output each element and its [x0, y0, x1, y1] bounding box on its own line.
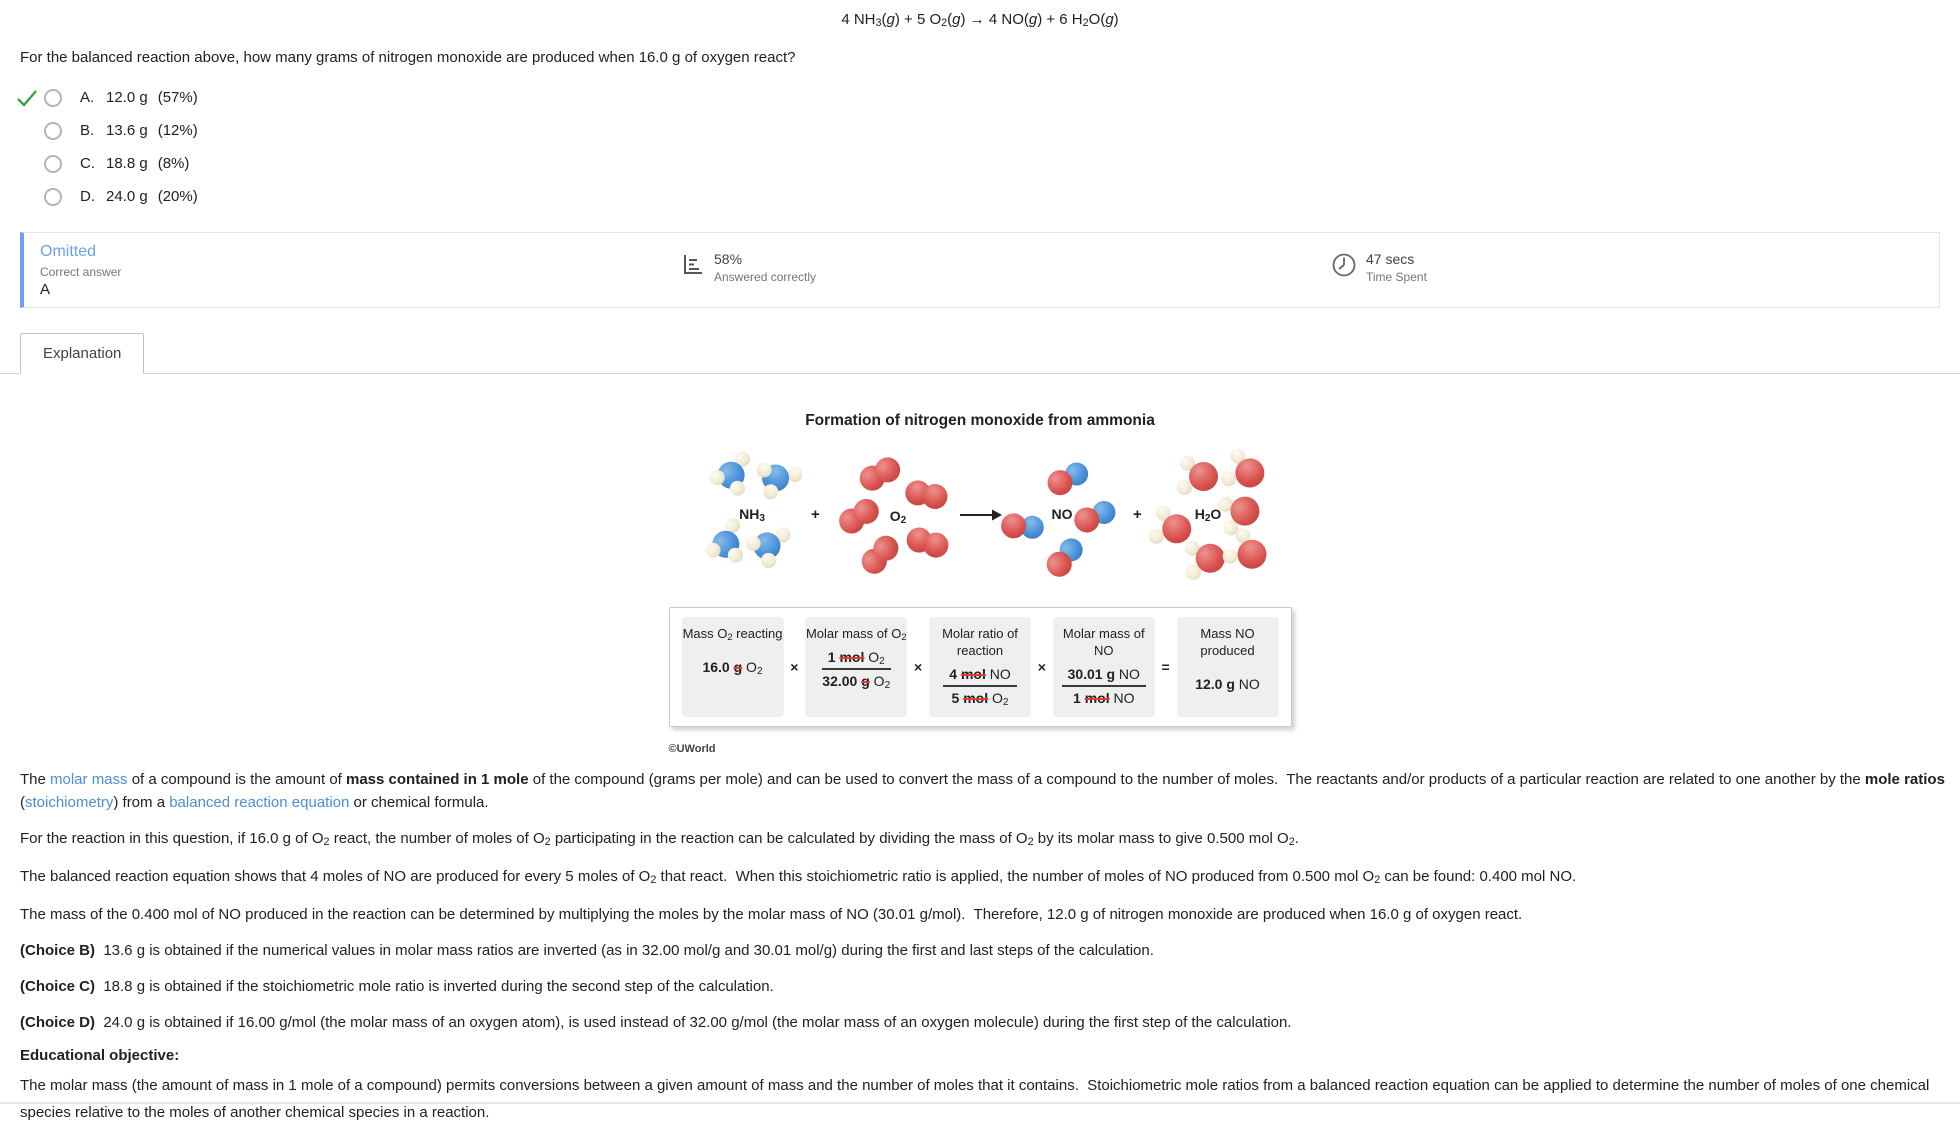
nh3-label: NH3: [739, 506, 765, 525]
h2o-molecule: [1179, 456, 1225, 500]
reaction-figure: [680, 452, 1280, 587]
calc-box-molar-mass-o2: Molar mass of O2 $\frac{\text{1 mol O2}}{\text{32.00 g O2}}$: [805, 617, 907, 717]
plus-sign: +: [1133, 506, 1142, 523]
correct-answer-value: A: [40, 281, 51, 298]
choice-value: 18.8 g: [106, 155, 148, 172]
time-spent: 47 secs: [1366, 251, 1415, 267]
choice-percent: (20%): [157, 188, 198, 205]
result-summary-bar: [20, 232, 1940, 308]
inline-link[interactable]: balanced reaction equation: [169, 794, 350, 811]
educational-objective-heading: Educational objective:: [20, 1047, 180, 1064]
choice-row-d[interactable]: [16, 180, 1960, 213]
reaction-arrow-icon: [958, 507, 1002, 527]
choice-percent: (8%): [157, 155, 190, 172]
explanation-paragraph: For the reaction in this question, if 16.0 g of O2 react, the number of moles of O2 participating in the reaction can be calculated by dividing the mass of O2 by its molar mass to give 0.500 mol O2.: [20, 830, 1299, 849]
time-spent-label: Time Spent: [1366, 270, 1427, 284]
explanation-paragraph: The balanced reaction equation shows that 4 moles of NO are produced for every 5 moles of O2 that react. When this stoichiometric ratio is applied, the number of moles of NO produced from 0.500 mol O2 can be found: 0.400 mol NO.: [20, 868, 1577, 887]
nh3-molecule: [744, 523, 797, 574]
explanation-paragraph: The mass of the 0.400 mol of NO produced in the reaction can be determined by multiplying the moles by the molar mass of NO (30.01 g/mol). Therefore, 12.0 g of nitrogen monoxide are produced when 16.0 g of oxygen react.: [20, 906, 1523, 923]
choice-value: 13.6 g: [106, 122, 148, 139]
choice-letter: D.: [80, 188, 95, 205]
choice-letter: A.: [80, 89, 95, 106]
explanation-paragraph: The molar mass of a compound is the amount of mass contained in 1 mole of the compound (grams per mole) and can be used to convert the mass of a compound to the number of moles. The reactants and/or products of a particular reaction are related to one another by the mole ratios (stoichiometry) from a balanced reaction equation or chemical formula.: [20, 771, 1950, 811]
multiply-sign: ×: [914, 659, 923, 675]
choice-b-explanation: (Choice B) 13.6 g is obtained if the numerical values in molar mass ratios are inverted (as in 32.00 mol/g and 30.01 mol/g) during the first and last steps of the calculation.: [20, 942, 1154, 959]
no-molecule: [1040, 532, 1095, 583]
figure-title: Formation of nitrogen monoxide from ammonia: [805, 412, 1155, 429]
h2o-label: H2O: [1194, 506, 1222, 525]
status-omitted: Omitted: [40, 243, 97, 260]
percent-answered-label: Answered correctly: [714, 270, 817, 284]
o2-molecule: [902, 520, 957, 569]
multiply-sign: ×: [1037, 659, 1046, 675]
choice-radio-a[interactable]: [44, 89, 62, 107]
o2-label: O2: [889, 508, 907, 527]
multiply-sign: ×: [790, 659, 799, 675]
inline-link[interactable]: molar mass: [50, 771, 128, 788]
explanation-body: [20, 768, 1950, 1034]
choice-percent: (57%): [157, 89, 198, 106]
answer-choices: [16, 81, 1960, 213]
percent-answered: 58%: [714, 251, 743, 267]
choice-row-b[interactable]: [16, 114, 1960, 147]
educational-objective-body: The molar mass (the amount of mass in 1 mole of a compound) permits conversions between a given amount of mass and the number of moles that it contains. Stoichiometric mole ratios from a balanced reaction equation can be applied to determine the number of moles of one chemical species relative to the moles of another chemical species in a reaction.: [20, 1077, 1934, 1121]
calc-box-mass-o2: Mass O2 reacting 16.0 g O2: [682, 617, 784, 717]
choice-value: 24.0 g: [106, 188, 148, 205]
bar-chart-icon: [680, 251, 706, 281]
choice-d-explanation: (Choice D) 24.0 g is obtained if 16.00 g/mol (the molar mass of an oxygen atom), is used instead of 32.00 g/mol (the molar mass of an oxygen molecule) during the first step of the calculation.: [20, 1014, 1292, 1031]
no-molecule: [1044, 460, 1095, 499]
choice-letter: B.: [80, 122, 95, 139]
uworld-copyright: ©UWorld: [668, 743, 716, 755]
bottom-divider: [0, 1102, 1960, 1104]
choice-row-c[interactable]: [16, 147, 1960, 180]
choice-radio-d[interactable]: [44, 188, 62, 206]
answered-correctly-stat: [680, 251, 816, 284]
green-check-icon: [16, 87, 44, 109]
calc-box-molar-mass-no: Molar mass of NO $\frac{\text{30.01 g NO}}{\text{1 mol NO}}$: [1053, 617, 1155, 717]
dimensional-analysis-table: [669, 607, 1292, 727]
reaction-equation: 4 NH3(g) + 5 O2(g) → 4 NO(g) + 6 H2O(g): [841, 11, 1119, 30]
calc-box-mass-no: Mass NO produced 12.0 g NO: [1177, 617, 1279, 717]
no-label: NO: [1051, 506, 1073, 522]
question-text: For the balanced reaction above, how many grams of nitrogen monoxide are produced when 16.0 g of oxygen react?: [20, 49, 796, 66]
o2-molecule: [855, 529, 910, 580]
inline-link[interactable]: stoichiometry: [25, 794, 114, 811]
tab-explanation[interactable]: Explanation: [20, 333, 144, 374]
plus-sign: +: [811, 506, 820, 523]
choice-row-a[interactable]: [16, 81, 1960, 114]
clock-icon: [1330, 251, 1358, 283]
choice-radio-b[interactable]: [44, 122, 62, 140]
choice-value: 12.0 g: [106, 89, 148, 106]
calc-box-molar-ratio: Molar ratio of reaction $\frac{\text{4 mol NO}}{\text{5 mol O2}}$: [929, 617, 1031, 717]
o2-molecule: [856, 454, 908, 495]
choice-radio-c[interactable]: [44, 155, 62, 173]
choice-percent: (12%): [157, 122, 198, 139]
choice-letter: C.: [80, 155, 95, 172]
choice-c-explanation: (Choice C) 18.8 g is obtained if the stoichiometric mole ratio is inverted during the second step of the calculation.: [20, 978, 774, 995]
correct-answer-label: Correct answer: [40, 265, 122, 279]
time-spent-stat: [1330, 251, 1427, 284]
equals-sign: =: [1161, 659, 1170, 675]
tab-strip: [0, 332, 1960, 374]
